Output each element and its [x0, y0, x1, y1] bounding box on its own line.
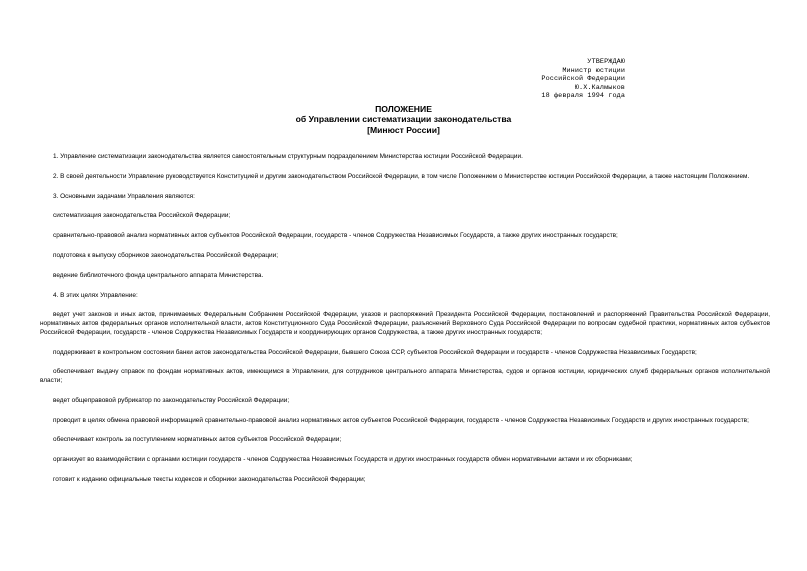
function-item-5: проводит в целях обмена правовой информацией сравнительно-правовой анализ нормативных актов субъектов Российской Федерации, государств - членов Содружества Независимых Государств и других иностранных государств;: [53, 416, 749, 424]
approval-stamp: [541, 58, 625, 101]
paragraph-3: 3. Основными задачами Управления являются:: [53, 192, 195, 200]
function-item-3: обеспечивает выдачу справок по фондам нормативных актов, имеющимся в Управлении, для сотрудников центрального аппарата Министерства, судов и органов юстиции, юридических служб федеральных органов исполнительной власти;: [40, 368, 770, 385]
function-item-1: ведет учет законов и иных актов, принимаемых Федеральным Собранием Российской Федерации, указов и распоряжений Президента Российской Федерации, постановлений и распоряжений Правительства Российской Федерации, нормативных актов федеральных органов исполнительной власти, актов Конституционного Суда Российской Федерации, разъяснений Верховного Суда Российской Федерации по вопросам судебной практики, нормативных актов субъектов Российской Федерации, государств - членов Содружества Независимых Государств и координирующих органов Содружества, а также других иностранных государств;: [40, 311, 770, 336]
title-line-1: ПОЛОЖЕНИЕ: [375, 104, 432, 114]
function-item-2: поддерживает в контрольном состоянии банки актов законодательства Российской Федерации, бывшего Союза ССР, субъектов Российской Федерации и государств - членов Содружества Независимых Государств;: [53, 348, 697, 356]
task-item-2: сравнительно-правовой анализ нормативных актов субъектов Российской Федерации, государств - членов Содружества Независимых Государств, а также других иностранных государств;: [53, 232, 618, 240]
function-item-4: ведет общеправовой рубрикатор по законодательству Российской Федерации;: [53, 396, 290, 404]
paragraph-1: 1. Управление систематизации законодательства является самостоятельным структурным подразделением Министерства юстиции Российской Федерации.: [53, 153, 523, 160]
function-item-8: готовит к изданию официальные тексты кодексов и сборники законодательства Российской Федерации;: [53, 476, 366, 484]
document-body: [40, 153, 770, 496]
task-item-3: подготовка к выпуску сборников законодательства Российской Федерации;: [53, 251, 279, 259]
approval-date: 18 февраля 1994 года: [541, 92, 625, 101]
approval-signatory: Ю.Х.Калмыков: [574, 83, 625, 92]
task-item-4: ведение библиотечного фонда центрального аппарата Министерства.: [53, 271, 264, 279]
function-item-7: организует во взаимодействии с органами юстиции государств - членов Содружества Независимых Государств и других иностранных государств обмен нормативными актами и их сборниками;: [53, 456, 633, 464]
approval-position: Министр юстиции: [562, 66, 625, 75]
paragraph-4: 4. В этих целях Управление:: [53, 291, 138, 299]
document-title: [0, 104, 807, 135]
approval-heading: УТВЕРЖДАЮ: [587, 58, 625, 66]
title-line-3: [Минюст России]: [367, 124, 440, 135]
title-line-2: об Управлении систематизации законодательства: [295, 114, 512, 125]
function-item-6: обеспечивает контроль за поступлением нормативных актов субъектов Российской Федерации;: [53, 436, 342, 444]
paragraph-2: 2. В своей деятельности Управление руководствуется Конституцией и другим законодательством Российской Федерации, в том числе Положением о Министерстве юстиции Российской Федерации, а также настоящим Положением.: [53, 172, 750, 180]
task-item-1: систематизация законодательства Российской Федерации;: [53, 212, 231, 220]
approval-organization: Российской Федерации: [541, 75, 625, 84]
